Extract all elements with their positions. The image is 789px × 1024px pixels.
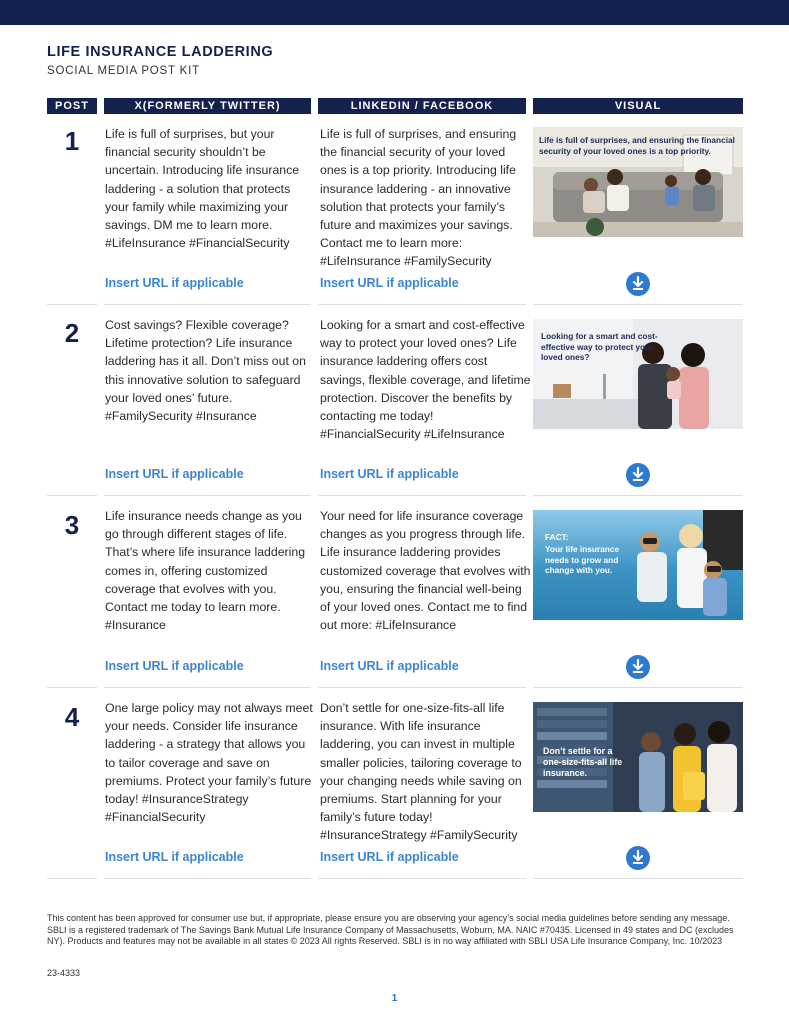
row-divider bbox=[533, 495, 743, 496]
x-post-text: One large policy may not always meet your needs. Consider life insurance laddering - a strategy that allows you to tailor coverage and save on premiums. Protect your family’s future today! #InsuranceStrategy #FinancialSecurity bbox=[105, 701, 313, 825]
download-button[interactable] bbox=[626, 655, 650, 679]
x-insert-url-link[interactable]: Insert URL if applicable bbox=[105, 467, 244, 481]
download-button[interactable] bbox=[626, 846, 650, 870]
visual-image-family-beach bbox=[533, 510, 743, 620]
download-icon bbox=[626, 463, 650, 487]
linkedin-post-text: Life is full of surprises, and ensuring the financial security of your loved ones is a top priority. Introducing life insurance laddering - an innovative solution that protects your family’s future and maximizes your savings. Contact me to learn more: #LifeInsurance #FamilySecurity bbox=[320, 127, 517, 269]
linkedin-post-text: Your need for life insurance coverage changes as you progress through life. Life insurance laddering provides customized coverage that evolves with you, ensuring the financial well-being of your loved ones. Contact me to find out more: #LifeInsurance bbox=[320, 509, 531, 633]
post-number: 3 bbox=[64, 510, 80, 540]
linkedin-post-text: Looking for a smart and cost-effective way to protect your loved ones? Life insurance laddering offers cost savings, flexible coverage, and lifetime protection. Discover the benefits by contacting me today! #FinancialSecurity #LifeInsurance bbox=[320, 318, 531, 442]
visual-image-family-couch bbox=[533, 127, 743, 237]
download-icon bbox=[626, 272, 650, 296]
download-button[interactable] bbox=[626, 463, 650, 487]
row-divider bbox=[47, 495, 97, 496]
row-divider bbox=[104, 304, 311, 305]
page-number: 1 bbox=[391, 993, 398, 1004]
header-post: POST bbox=[47, 98, 97, 114]
visual-caption: Don’t settle for a one-size-fits-all life insurance. bbox=[543, 746, 623, 778]
row-divider bbox=[318, 878, 526, 879]
download-icon bbox=[626, 846, 650, 870]
linkedin-insert-url-link[interactable]: Insert URL if applicable bbox=[320, 850, 459, 864]
download-icon bbox=[626, 655, 650, 679]
top-banner bbox=[0, 0, 789, 25]
footer-disclaimer: This content has been approved for consumer use but, if appropriate, please ensure you are observing your agency’s social media guidelines before sending any message. SBLI is a registered trademark of The Savings Bank Mutual Life Insurance Company of Massachusetts, Woburn, MA. NAIC #70435. Licensed in 49 states and DC (excludes NY). Products and features may not be available in all states © 2023 All rights Reserved. SBLI is in no way affiliated with SBLI USA Life Insurance Company, Inc. 10/2023 bbox=[47, 913, 734, 947]
post-number: 2 bbox=[64, 318, 80, 348]
row-divider bbox=[104, 495, 311, 496]
linkedin-insert-url-link[interactable]: Insert URL if applicable bbox=[320, 659, 459, 673]
x-insert-url-link[interactable]: Insert URL if applicable bbox=[105, 850, 244, 864]
post-number: 1 bbox=[64, 126, 80, 156]
x-post-text: Cost savings? Flexible coverage? Lifetime protection? Life insurance laddering has it all. Don’t miss out on this innovative solution to safeguard your loved ones’ future. #FamilySecurity #Insurance bbox=[105, 318, 306, 424]
row-divider bbox=[104, 687, 311, 688]
row-divider bbox=[47, 304, 97, 305]
post-number: 4 bbox=[64, 702, 80, 732]
x-post-text: Life insurance needs change as you go through different stages of life. That’s where life insurance laddering comes in, offering customized coverage that evolves with you. Contact me today to learn more. #Insurance bbox=[105, 509, 306, 633]
linkedin-insert-url-link[interactable]: Insert URL if applicable bbox=[320, 467, 459, 481]
linkedin-post-text: Don’t settle for one-size-fits-all life insurance. With life insurance laddering, you can invest in multiple smaller policies, tailoring coverage to your changing needs while saving on premiums. Start planning for your family’s future today! #InsuranceStrategy #FamilySecurity bbox=[320, 701, 522, 843]
document-subtitle: SOCIAL MEDIA POST KIT bbox=[47, 65, 200, 77]
row-divider bbox=[47, 878, 97, 879]
visual-caption: Looking for a smart and cost-effective way to protect your loved ones? bbox=[541, 331, 658, 362]
document-title: LIFE INSURANCE LADDERING bbox=[47, 44, 274, 60]
header-visual: VISUAL bbox=[533, 98, 743, 114]
header-linkedin: LINKEDIN / FACEBOOK bbox=[318, 98, 526, 114]
document-code: 23-4333 bbox=[47, 968, 81, 978]
download-button[interactable] bbox=[626, 272, 650, 296]
x-insert-url-link[interactable]: Insert URL if applicable bbox=[105, 276, 244, 290]
visual-caption-label: FACT: bbox=[545, 532, 569, 542]
row-divider bbox=[533, 687, 743, 688]
x-post-text: Life is full of surprises, but your financial security shouldn’t be uncertain. Introducing life insurance laddering - a solution that protects your family while maximizing your savings. DM me to learn more. #LifeInsurance #FinancialSecurity bbox=[105, 127, 300, 251]
x-insert-url-link[interactable]: Insert URL if applicable bbox=[105, 659, 244, 673]
visual-caption: Life is full of surprises, and ensuring the financial security of your loved ones is a top priority. bbox=[539, 135, 735, 156]
row-divider bbox=[47, 687, 97, 688]
row-divider bbox=[104, 878, 311, 879]
row-divider bbox=[533, 304, 743, 305]
header-x: X(FORMERLY TWITTER) bbox=[104, 98, 311, 114]
row-divider bbox=[318, 304, 526, 305]
row-divider bbox=[318, 495, 526, 496]
row-divider bbox=[318, 687, 526, 688]
linkedin-insert-url-link[interactable]: Insert URL if applicable bbox=[320, 276, 459, 290]
visual-caption: Your life insurance needs to grow and change with you. bbox=[545, 544, 620, 575]
visual-image-shopping bbox=[533, 702, 743, 812]
visual-image-family-kitchen bbox=[533, 319, 743, 429]
row-divider bbox=[533, 878, 743, 879]
